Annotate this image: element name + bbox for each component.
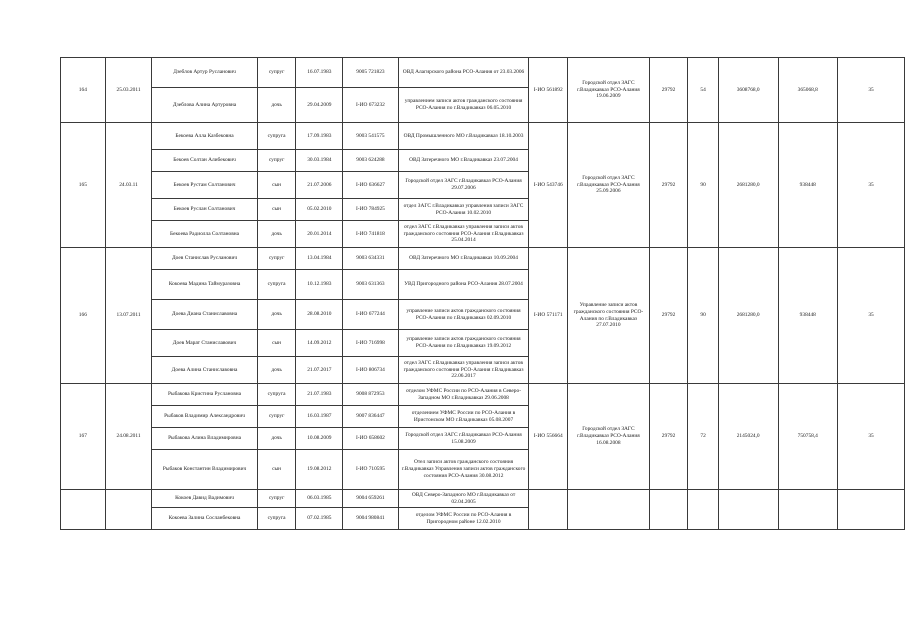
member-relation: сын	[257, 199, 296, 221]
member-document-issuer: отдел ЗАГС г.Владикавказ управления записи ЗАГС РСО-Алания 10.02.2010	[398, 199, 529, 221]
registration-date: 13.07.2011	[105, 248, 152, 384]
member-relation: дочь	[257, 428, 296, 450]
subsidy-percent: 35	[838, 123, 905, 248]
area-norm: 90	[688, 248, 719, 384]
member-name: Бекоев Солтан Алибекович	[152, 150, 257, 172]
member-document-issuer: управлением записи актов гражданского состояния РСО-Алания по г.Владикавказ 06.05.2010	[398, 88, 529, 123]
member-birth-date: 10.12.1983	[296, 270, 343, 300]
price-per-sqm: 29792	[649, 58, 688, 123]
registration-date: 24.03.11	[105, 123, 152, 248]
member-document-issuer: ОВД Затеречного МО г.Владикавказ 23.07.2004	[398, 150, 529, 172]
certificate-number	[529, 490, 568, 530]
member-document-number: I-ИО 658602	[343, 428, 398, 450]
member-document-issuer: Отел записи актов гражданского состояния г.Владикавказ Управления записи актов гражданского состояния РСО-Алания 30.08.2012	[398, 450, 529, 490]
member-name: Рыбаков Константин Владимирович	[152, 450, 257, 490]
member-document-number: I-ИО 741818	[343, 221, 398, 248]
member-document-issuer: отделением УФМС России по РСО-Алания в Иристонском МО г.Владикавказ 05.08.2007	[398, 406, 529, 428]
member-name: Кокоева Залина Сосланбековна	[152, 508, 257, 530]
member-document-number: 9003 631363	[343, 270, 398, 300]
registration-date: 25.03.2011	[105, 58, 152, 123]
member-birth-date: 28.08.2010	[296, 300, 343, 330]
certificate-issuer: Управление записи актов гражданского состояния РСО-Алания по г.Владикавказ 27.07.2010	[568, 248, 650, 384]
certificate-issuer: Городской отдел ЗАГС г.Владикавказ РСО-Алания 19.06.2009	[568, 58, 650, 123]
certificate-issuer: Городской отдел ЗАГС г.Владикавказ РСО-Алания 25.09.2006	[568, 123, 650, 248]
member-name: Бекоева Радиолла Солтановна	[152, 221, 257, 248]
subsidy-amount: 365068,8	[778, 58, 838, 123]
member-birth-date: 19.08.2012	[296, 450, 343, 490]
row-number: 165	[61, 123, 106, 248]
member-document-issuer: ОВД Алагирского района РСО-Алания от 23.03.2006	[398, 58, 529, 88]
area-norm: 72	[688, 384, 719, 490]
member-document-number: I-ИО 806734	[343, 357, 398, 384]
member-relation: супруг	[257, 406, 296, 428]
price-per-sqm	[649, 490, 688, 530]
row-number	[61, 490, 106, 530]
member-document-issuer: управление записи актов гражданского состояния РСО-Алания по г.Владикавказ 19.09.2012	[398, 330, 529, 357]
member-birth-date: 30.03.1984	[296, 150, 343, 172]
member-document-number: 9003 624288	[343, 150, 398, 172]
member-document-number: 9003 634331	[343, 248, 398, 270]
member-name: Доев Марат Станиславович	[152, 330, 257, 357]
member-relation: супруг	[257, 248, 296, 270]
member-document-number: 9004 980841	[343, 508, 398, 530]
price-per-sqm: 29792	[649, 248, 688, 384]
member-document-issuer: ОВД Промышленного МО г.Владикавказ 18.10.2003	[398, 123, 529, 150]
housing-cost: 2681280,0	[718, 123, 778, 248]
row-number: 167	[61, 384, 106, 490]
member-name: Дзеблов Артур Русланович	[152, 58, 257, 88]
subsidy-amount: 938448	[778, 123, 838, 248]
member-birth-date: 29.04.2009	[296, 88, 343, 123]
certificate-issuer: Городской отдел ЗАГС г.Владикавказ РСО-Алания 16.08.2008	[568, 384, 650, 490]
certificate-issuer	[568, 490, 650, 530]
member-document-number: I-ИО 673232	[343, 88, 398, 123]
member-relation: супруга	[257, 123, 296, 150]
member-relation: супруг	[257, 490, 296, 508]
row-number: 164	[61, 58, 106, 123]
member-document-issuer: отдел ЗАГС г.Владикавказ управления записи актов гражданского состояния РСО-Алания г.Владикавказ 22.06.2017	[398, 357, 529, 384]
member-document-number: I-ИО 636627	[343, 172, 398, 199]
table-row	[61, 248, 905, 270]
area-norm	[688, 490, 719, 530]
member-name: Доева Диана Станиславовна	[152, 300, 257, 330]
member-birth-date: 06.03.1985	[296, 490, 343, 508]
member-document-number: 9003 541575	[343, 123, 398, 150]
member-name: Рыбакова Алина Владимировна	[152, 428, 257, 450]
member-document-issuer: отделом УФМС России по РСО-Алания в Пригородном районе 12.02.2010	[398, 508, 529, 530]
member-name: Доева Алина Станиславовна	[152, 357, 257, 384]
member-relation: дочь	[257, 88, 296, 123]
member-document-number: I-ИО 677244	[343, 300, 398, 330]
member-name: Кокоева Мадина Таймуразовна	[152, 270, 257, 300]
member-document-issuer: ОВД Северо-Западного МО г.Владикавказ от 02.04.2005	[398, 490, 529, 508]
member-document-number: 9007 836447	[343, 406, 398, 428]
certificate-number: I-ИО 571171	[529, 248, 568, 384]
member-document-number: 9004 659261	[343, 490, 398, 508]
price-per-sqm: 29792	[649, 384, 688, 490]
housing-cost	[718, 490, 778, 530]
member-relation: сын	[257, 330, 296, 357]
certificate-number: I-ИО 561892	[529, 58, 568, 123]
member-name: Доев Станислав Русланович	[152, 248, 257, 270]
member-relation: супруга	[257, 508, 296, 530]
member-birth-date: 16.03.1987	[296, 406, 343, 428]
member-document-issuer: Городской отдел ЗАГС г.Владикавказ РСО-Алания 15.08.2009	[398, 428, 529, 450]
member-document-number: I-ИО 710595	[343, 450, 398, 490]
member-birth-date: 14.09.2012	[296, 330, 343, 357]
member-birth-date: 10.08.2009	[296, 428, 343, 450]
table-row	[61, 384, 905, 406]
housing-cost: 2145024,0	[718, 384, 778, 490]
member-relation: супруг	[257, 150, 296, 172]
member-relation: супруг	[257, 58, 296, 88]
member-document-number: I-ИО 784925	[343, 199, 398, 221]
member-birth-date: 20.01.2014	[296, 221, 343, 248]
subsidy-percent: 35	[838, 248, 905, 384]
member-birth-date: 17.09.1983	[296, 123, 343, 150]
member-relation: дочь	[257, 221, 296, 248]
housing-cost: 2681280,0	[718, 248, 778, 384]
member-birth-date: 21.07.2006	[296, 172, 343, 199]
member-birth-date: 21.07.2017	[296, 357, 343, 384]
member-document-issuer: УВД Пригородного района РСО-Алания 28.07.2004	[398, 270, 529, 300]
registration-date	[105, 490, 152, 530]
beneficiaries-table	[60, 57, 905, 530]
member-document-issuer: управление записи актов гражданского состояния РСО-Алания по г.Владикавказ 02.09.2010	[398, 300, 529, 330]
table-row	[61, 123, 905, 150]
member-name: Бекоев Рустам Солтанович	[152, 172, 257, 199]
member-name: Бекоев Руслан Солтанович	[152, 199, 257, 221]
member-name: Кокоев Давид Вадимович	[152, 490, 257, 508]
subsidy-percent: 35	[838, 58, 905, 123]
member-relation: сын	[257, 450, 296, 490]
member-birth-date: 13.04.1984	[296, 248, 343, 270]
subsidy-amount: 750758,4	[778, 384, 838, 490]
member-name: Дзеблова Алина Артуровна	[152, 88, 257, 123]
member-document-number: 9008 872953	[343, 384, 398, 406]
subsidy-amount	[778, 490, 838, 530]
member-document-issuer: отделом УФМС России по РСО-Алания в Северо-Западном МО г.Владикавказ 29.06.2008	[398, 384, 529, 406]
table-row	[61, 490, 905, 508]
member-relation: супруга	[257, 270, 296, 300]
member-name: Рыбакова Кристина Руслановна	[152, 384, 257, 406]
member-birth-date: 16.07.1983	[296, 58, 343, 88]
certificate-number: I-ИО 556664	[529, 384, 568, 490]
row-number: 166	[61, 248, 106, 384]
subsidy-percent	[838, 490, 905, 530]
subsidy-amount: 938448	[778, 248, 838, 384]
member-relation: супруга	[257, 384, 296, 406]
member-name: Бекоева Алла Казбековна	[152, 123, 257, 150]
member-document-issuer: Городской отдел ЗАГС г.Владикавказ РСО-Алания 29.07.2006	[398, 172, 529, 199]
member-birth-date: 07.02.1985	[296, 508, 343, 530]
certificate-number: I-ИО 543746	[529, 123, 568, 248]
table-row	[61, 58, 905, 88]
member-relation: сын	[257, 172, 296, 199]
member-relation: дочь	[257, 300, 296, 330]
member-birth-date: 05.02.2010	[296, 199, 343, 221]
member-name: Рыбаков Владимир Александрович	[152, 406, 257, 428]
registration-date: 24.08.2011	[105, 384, 152, 490]
housing-cost: 3608768,0	[718, 58, 778, 123]
member-relation: дочь	[257, 357, 296, 384]
member-document-number: 9005 721823	[343, 58, 398, 88]
member-birth-date: 21.07.1983	[296, 384, 343, 406]
area-norm: 54	[688, 58, 719, 123]
member-document-issuer: ОВД Затеречного МО г.Владикавказ 10.09.2004	[398, 248, 529, 270]
subsidy-percent: 35	[838, 384, 905, 490]
area-norm: 90	[688, 123, 719, 248]
member-document-issuer: отдел ЗАГС г.Владикавказ управления записи актов гражданского состояния РСО-Алания г.Владикавказ 25.04.2014	[398, 221, 529, 248]
price-per-sqm: 29792	[649, 123, 688, 248]
member-document-number: I-ИО 716998	[343, 330, 398, 357]
